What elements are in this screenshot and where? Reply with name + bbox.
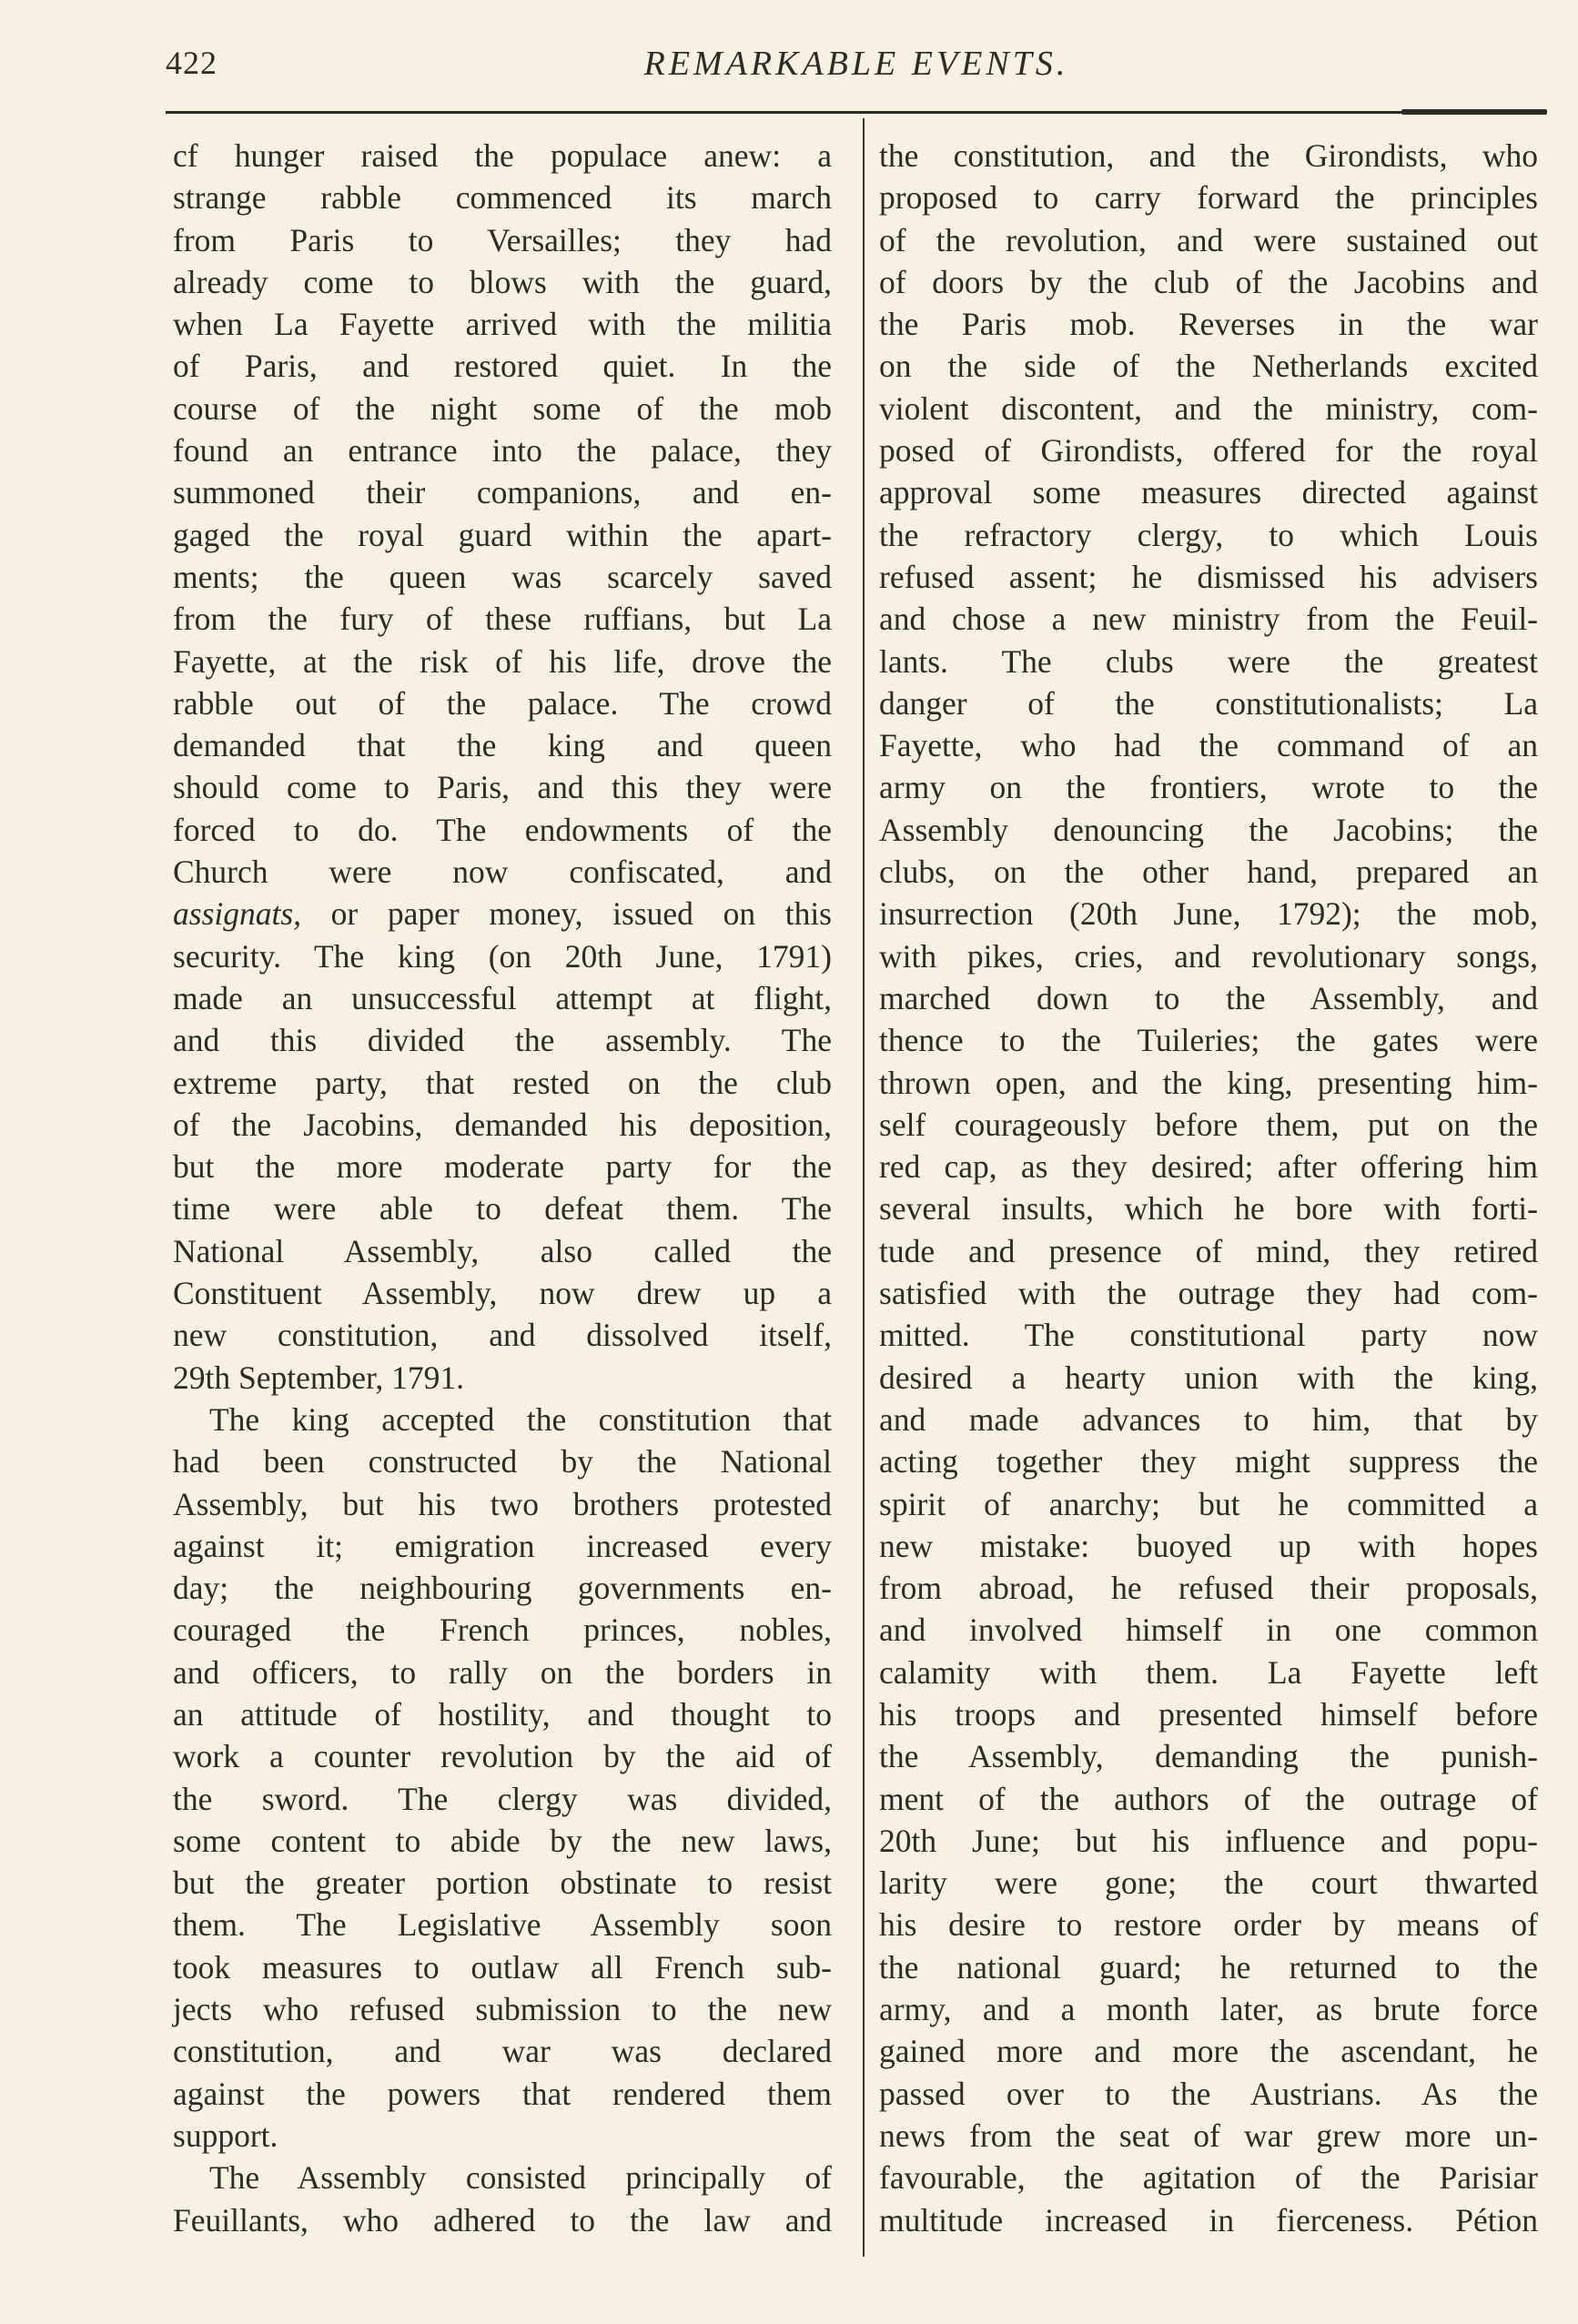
text-line: of the revolution, and were sustained out [879,221,1538,258]
text-line: found an entrance into the palace, they [173,432,832,470]
text-line: 20th June; but his influence and popu- [879,1822,1538,1859]
text-line: passed over to the Austrians. As the [879,2075,1538,2112]
text-line: National Assembly, also called the [173,1232,832,1269]
text-line: the national guard; he returned to the [879,1948,1538,1986]
text-line: ments; the queen was scarcely saved [173,558,832,595]
text-line: his troops and presented himself before [879,1695,1538,1733]
text-fragment: or paper money, issued on this [301,895,832,933]
text-line: jects who refused submission to the new [173,1991,832,2028]
header-rule-tail [1401,109,1547,115]
page-number: 422 [166,45,217,81]
text-line: and involved himself in one common [879,1612,1538,1649]
text-line: lants. The clubs were the greatest [879,642,1538,680]
text-line: strange rabble commenced its march [173,179,832,217]
text-line: Fayette, who had the command of an [879,727,1538,764]
text-line [173,893,832,935]
text-line: them. The Legislative Assembly soon [173,1906,832,1944]
text-line: and made advances to him, that by [879,1400,1538,1438]
text-line: tude and presence of mind, they retired [879,1232,1538,1269]
text-line: 29th September, 1791. [173,1359,465,1396]
text-line: already come to blows with the guard, [173,263,832,300]
text-line: from Paris to Versailles; they had [173,221,832,258]
text-line: thence to the Tuileries; the gates were [879,1022,1538,1059]
text-line: insurrection (20th June, 1792); the mob, [879,895,1538,933]
text-line: Assembly, but his two brothers protested [173,1485,832,1522]
text-line: should come to Paris, and this they were [173,769,832,806]
text-line: and chose a new ministry from the Feuil- [879,601,1538,638]
left-column [173,135,832,2241]
text-line: acting together they might suppress the [879,1443,1538,1480]
text-line: time were able to defeat them. The [173,1190,832,1228]
text-line: from the fury of these ruffians, but La [173,601,832,638]
text-line: news from the seat of war grew more un- [879,2117,1538,2154]
text-line: of doors by the club of the Jacobins and [879,263,1538,300]
text-line: clubs, on the other hand, prepared an [879,854,1538,891]
text-line: against it; emigration increased every [173,1527,832,1564]
text-line: The Assembly consisted principally of [209,2159,832,2197]
text-line: self courageously before them, put on the [879,1106,1538,1143]
text-line: of Paris, and restored quiet. In the [173,348,832,385]
italic-term-assignats: assignats, [173,895,302,933]
text-line: with pikes, cries, and revolutionary songs, [879,937,1538,975]
text-line: army, and a month later, as brute force [879,1991,1538,2028]
text-line: summoned their companions, and en- [173,474,832,511]
text-line: the refractory clergy, to which Louis [879,516,1538,553]
text-line: mitted. The constitutional party now [879,1317,1538,1354]
text-line: extreme party, that rested on the club [173,1064,832,1101]
text-line: couraged the French princes, nobles, [173,1612,832,1649]
text-line: larity were gone; the court thwarted [879,1864,1538,1902]
text-line: on the side of the Netherlands excited [879,348,1538,385]
text-line: favourable, the agitation of the Parisiar [879,2159,1538,2197]
text-line: Assembly denouncing the Jacobins; the [879,811,1538,848]
text-line: the Paris mob. Reverses in the war [879,306,1538,343]
text-line: new mistake: buoyed up with hopes [879,1527,1538,1564]
text-line: against the powers that rendered them [173,2075,832,2112]
text-line: from abroad, he refused their proposals, [879,1570,1538,1607]
text-line: The king accepted the constitution that [209,1400,832,1438]
running-title: REMARKABLE EVENTS. [643,45,1069,83]
text-line: but the greater portion obstinate to resist [173,1864,832,1902]
text-line: constitution, and war was declared [173,2033,832,2070]
text-line: but the more moderate party for the [173,1148,832,1186]
text-line: day; the neighbouring governments en- [173,1570,832,1607]
text-line: when La Fayette arrived with the militia [173,306,832,343]
text-line: work a counter revolution by the aid of [173,1738,832,1775]
text-line: demanded that the king and queen [173,727,832,764]
text-line: several insults, which he bore with forti- [879,1190,1538,1228]
text-line: security. The king (on 20th June, 1791) [173,937,832,975]
text-line: thrown open, and the king, presenting him- [879,1064,1538,1101]
text-line: Church were now confiscated, and [173,854,832,891]
text-line: the sword. The clergy was divided, [173,1780,832,1817]
text-line: Constituent Assembly, now drew up a [173,1275,832,1312]
text-line: army on the frontiers, wrote to the [879,769,1538,806]
text-line: some content to abide by the new laws, [173,1822,832,1859]
text-line: and officers, to rally on the borders in [173,1653,832,1691]
text-line: cf hunger raised the populace anew: a [173,137,832,174]
text-line: calamity with them. La Fayette left [879,1653,1538,1691]
text-line: gaged the royal guard within the apart- [173,516,832,553]
text-line: made an unsuccessful attempt at flight, [173,979,832,1016]
text-line: had been constructed by the National [173,1443,832,1480]
text-line: violent discontent, and the ministry, com- [879,389,1538,427]
text-line: desired a hearty union with the king, [879,1359,1538,1396]
text-line: took measures to outlaw all French sub- [173,1948,832,1986]
text-line: marched down to the Assembly, and [879,979,1538,1016]
text-line: rabble out of the palace. The crowd [173,684,832,722]
text-line: an attitude of hostility, and thought to [173,1695,832,1733]
text-line: forced to do. The endowments of the [173,811,832,848]
text-line: multitude increased in fierceness. Pétion [879,2201,1538,2238]
text-line: red cap, as they desired; after offering him [879,1148,1538,1186]
text-line: and this divided the assembly. The [173,1022,832,1059]
header-rule [166,111,1543,114]
text-line: Feuillants, who adhered to the law and [173,2201,832,2238]
text-line: danger of the constitutionalists; La [879,684,1538,722]
text-line: ment of the authors of the outrage of [879,1780,1538,1817]
text-line: approval some measures directed against [879,474,1538,511]
text-line: the Assembly, demanding the punish- [879,1738,1538,1775]
text-line: gained more and more the ascendant, he [879,2033,1538,2070]
right-column [879,135,1538,2241]
text-line: the constitution, and the Girondists, who [879,137,1538,174]
text-line: refused assent; he dismissed his advisers [879,558,1538,595]
text-line: Fayette, at the risk of his life, drove the [173,642,832,680]
column-divider [863,118,865,2257]
text-line: of the Jacobins, demanded his deposition, [173,1106,832,1143]
text-line: posed of Girondists, offered for the royal [879,432,1538,470]
page-header [166,31,1547,95]
text-line: his desire to restore order by means of [879,1906,1538,1944]
text-line: spirit of anarchy; but he committed a [879,1485,1538,1522]
text-line: new constitution, and dissolved itself, [173,1317,832,1354]
text-line: support. [173,2117,278,2154]
text-line: satisfied with the outrage they had com- [879,1275,1538,1312]
text-line: course of the night some of the mob [173,389,832,427]
text-line: proposed to carry forward the principles [879,179,1538,217]
